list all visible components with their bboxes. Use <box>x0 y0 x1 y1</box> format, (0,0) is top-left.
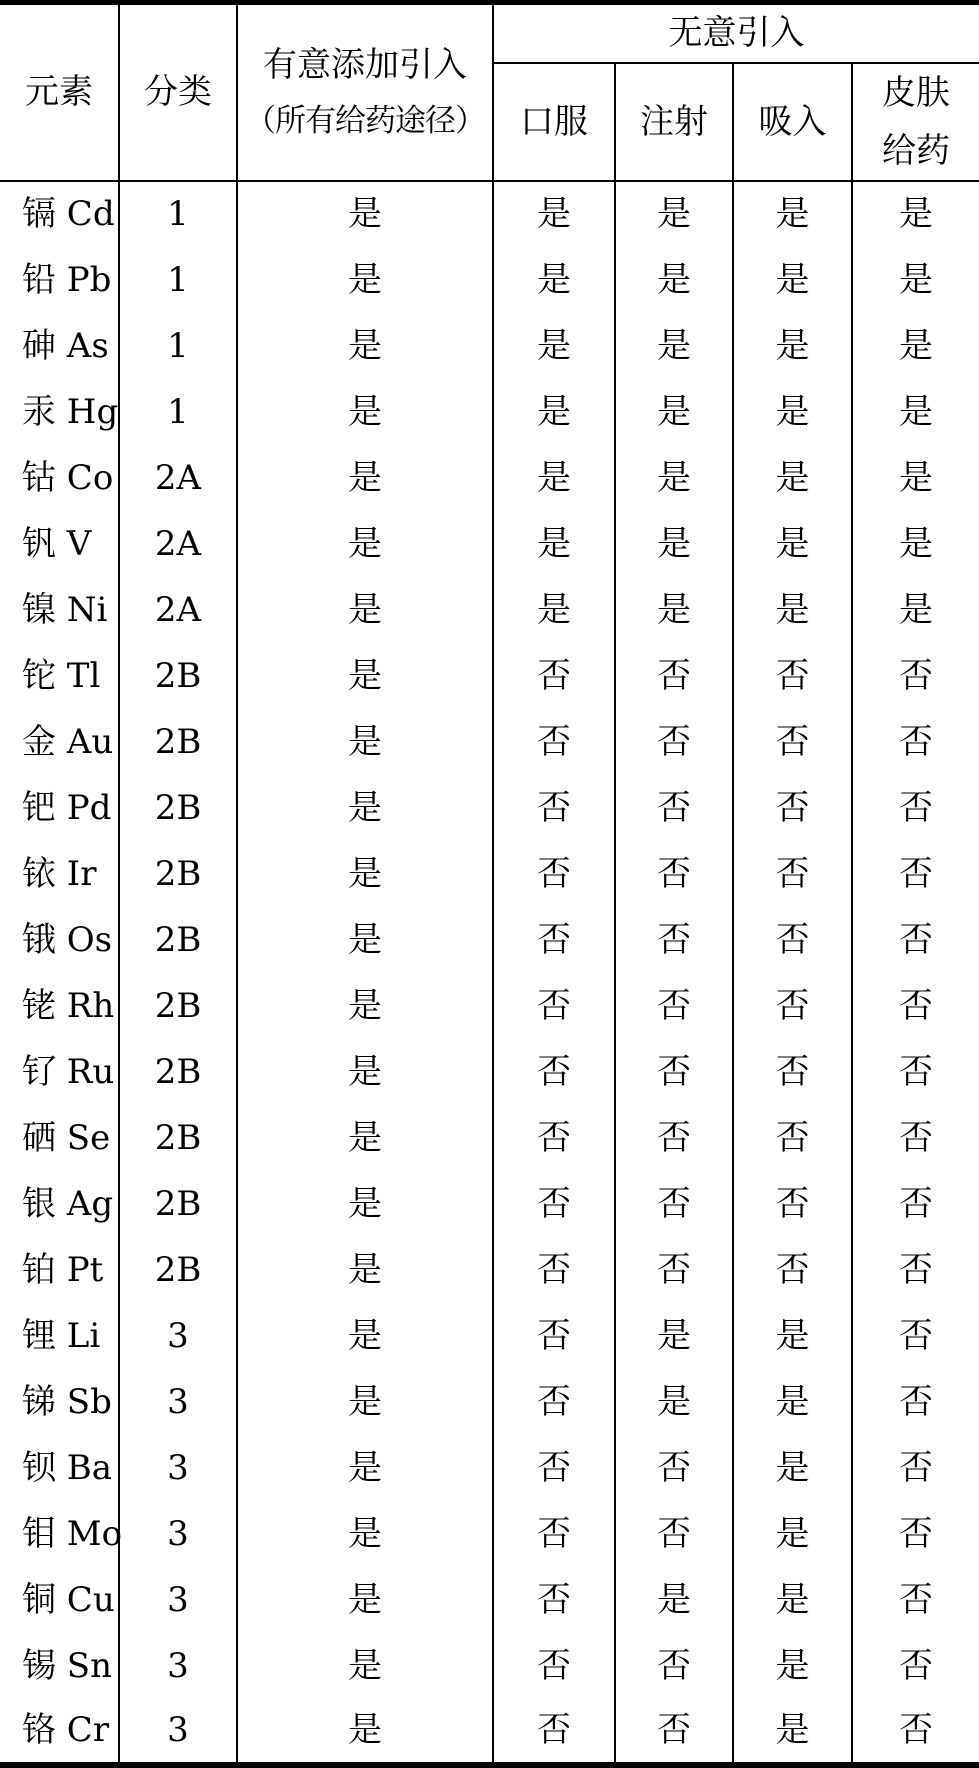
header-intentional-line1: 有意添加引入 <box>263 44 467 85</box>
injection-cell: 否 <box>615 1039 733 1105</box>
header-oral: 口服 <box>493 63 615 181</box>
element-cell: 锇 Os <box>0 907 119 973</box>
element-cell: 锡 Sn <box>0 1633 119 1699</box>
element-cell: 铬 Cr <box>0 1699 119 1765</box>
inhalation-cell: 否 <box>733 907 852 973</box>
oral-cell: 是 <box>493 379 615 445</box>
table-row <box>0 379 979 445</box>
dermal-cell: 否 <box>899 985 933 1026</box>
intentional-cell: 是 <box>237 841 493 907</box>
intentional-cell: 是 <box>237 775 493 841</box>
dermal-cell: 否 <box>899 1117 933 1158</box>
injection-cell: 是 <box>615 313 733 379</box>
element-cell: 钒 V <box>0 511 119 577</box>
inhalation-cell: 否 <box>733 775 852 841</box>
injection-cell: 是 <box>615 511 733 577</box>
intentional-cell: 是 <box>237 1633 493 1699</box>
injection-cell: 是 <box>615 1567 733 1633</box>
header-classification: 分类 <box>119 3 237 181</box>
classification-cell: 1 <box>119 181 237 247</box>
intentional-cell: 是 <box>237 181 493 247</box>
oral-cell: 是 <box>493 445 615 511</box>
inhalation-cell: 是 <box>733 181 852 247</box>
table-row <box>0 445 979 511</box>
classification-cell: 2B <box>119 973 237 1039</box>
intentional-cell: 是 <box>237 1435 493 1501</box>
classification-cell: 1 <box>119 379 237 445</box>
table-row <box>0 511 979 577</box>
dermal-cell: 否 <box>899 1645 933 1686</box>
injection-cell: 是 <box>615 181 733 247</box>
injection-cell: 是 <box>615 1303 733 1369</box>
oral-cell: 否 <box>493 973 615 1039</box>
classification-cell: 3 <box>119 1435 237 1501</box>
injection-cell: 是 <box>615 247 733 313</box>
injection-cell: 否 <box>615 1105 733 1171</box>
dermal-cell: 否 <box>899 1513 933 1554</box>
dermal-cell: 否 <box>899 1381 933 1422</box>
oral-cell: 否 <box>493 1039 615 1105</box>
header-intentional <box>237 3 493 181</box>
dermal-cell: 否 <box>899 1447 933 1488</box>
injection-cell: 否 <box>615 1501 733 1567</box>
oral-cell: 否 <box>493 1369 615 1435</box>
injection-cell: 是 <box>615 445 733 511</box>
intentional-cell: 是 <box>237 313 493 379</box>
oral-cell: 否 <box>493 841 615 907</box>
intentional-cell: 是 <box>237 1567 493 1633</box>
intentional-cell: 是 <box>237 1237 493 1303</box>
inhalation-cell: 是 <box>733 379 852 445</box>
classification-cell: 2B <box>119 1039 237 1105</box>
table-row <box>0 907 979 973</box>
intentional-cell: 是 <box>237 379 493 445</box>
intentional-cell: 是 <box>237 1369 493 1435</box>
intentional-cell: 是 <box>237 1171 493 1237</box>
injection-cell: 否 <box>615 973 733 1039</box>
oral-cell: 否 <box>493 907 615 973</box>
element-cell: 铑 Rh <box>0 973 119 1039</box>
table-row <box>0 775 979 841</box>
table-row <box>0 1567 979 1633</box>
header-unintentional-group: 无意引入 <box>493 3 979 63</box>
classification-cell: 2B <box>119 1105 237 1171</box>
element-cell: 汞 Hg <box>0 379 119 445</box>
injection-cell: 否 <box>615 841 733 907</box>
table-row <box>0 841 979 907</box>
intentional-cell: 是 <box>237 709 493 775</box>
inhalation-cell: 是 <box>733 511 852 577</box>
classification-cell: 3 <box>119 1633 237 1699</box>
inhalation-cell: 是 <box>733 445 852 511</box>
header-inhalation: 吸入 <box>733 63 852 181</box>
table-row <box>0 1435 979 1501</box>
dermal-cell: 是 <box>899 259 933 300</box>
dermal-cell: 否 <box>899 721 933 762</box>
classification-cell: 1 <box>119 247 237 313</box>
dermal-cell: 否 <box>899 787 933 828</box>
classification-cell: 2B <box>119 1171 237 1237</box>
header-dermal <box>852 63 979 181</box>
inhalation-cell: 是 <box>733 577 852 643</box>
element-cell: 钡 Ba <box>0 1435 119 1501</box>
intentional-cell: 是 <box>237 445 493 511</box>
classification-cell: 2B <box>119 841 237 907</box>
classification-cell: 2B <box>119 643 237 709</box>
header-dermal-line2: 给药 <box>882 130 950 171</box>
injection-cell: 否 <box>615 1435 733 1501</box>
oral-cell: 否 <box>493 1105 615 1171</box>
element-cell: 银 Ag <box>0 1171 119 1237</box>
element-cell: 铱 Ir <box>0 841 119 907</box>
intentional-cell: 是 <box>237 247 493 313</box>
table-row <box>0 1105 979 1171</box>
inhalation-cell: 否 <box>733 841 852 907</box>
element-cell: 硒 Se <box>0 1105 119 1171</box>
injection-cell: 否 <box>615 775 733 841</box>
oral-cell: 否 <box>493 1237 615 1303</box>
table-row <box>0 1039 979 1105</box>
table-row <box>0 1369 979 1435</box>
injection-cell: 否 <box>615 1237 733 1303</box>
inhalation-cell: 否 <box>733 1237 852 1303</box>
inhalation-cell: 是 <box>733 1369 852 1435</box>
table-row <box>0 577 979 643</box>
classification-cell: 2B <box>119 709 237 775</box>
element-cell: 钼 Mo <box>0 1501 119 1567</box>
inhalation-cell: 否 <box>733 1105 852 1171</box>
dermal-cell: 是 <box>899 325 933 366</box>
dermal-cell: 是 <box>899 457 933 498</box>
element-cell: 钯 Pd <box>0 775 119 841</box>
inhalation-cell: 是 <box>733 1699 852 1765</box>
table-row <box>0 973 979 1039</box>
intentional-cell: 是 <box>237 973 493 1039</box>
oral-cell: 是 <box>493 181 615 247</box>
inhalation-cell: 是 <box>733 1633 852 1699</box>
inhalation-cell: 否 <box>733 709 852 775</box>
oral-cell: 是 <box>493 577 615 643</box>
table-row <box>0 1699 979 1765</box>
oral-cell: 否 <box>493 1171 615 1237</box>
intentional-cell: 是 <box>237 643 493 709</box>
element-cell: 铊 Tl <box>0 643 119 709</box>
oral-cell: 是 <box>493 511 615 577</box>
header-injection: 注射 <box>615 63 733 181</box>
element-cell: 锂 Li <box>0 1303 119 1369</box>
inhalation-cell: 是 <box>733 313 852 379</box>
dermal-cell: 否 <box>899 655 933 696</box>
intentional-cell: 是 <box>237 577 493 643</box>
dermal-cell: 否 <box>899 1315 933 1356</box>
table-row <box>0 709 979 775</box>
table-row <box>0 247 979 313</box>
intentional-cell: 是 <box>237 1039 493 1105</box>
inhalation-cell: 否 <box>733 643 852 709</box>
injection-cell: 否 <box>615 1171 733 1237</box>
table-row <box>0 643 979 709</box>
injection-cell: 否 <box>615 907 733 973</box>
table-row <box>0 1171 979 1237</box>
dermal-cell: 否 <box>899 919 933 960</box>
inhalation-cell: 否 <box>733 1171 852 1237</box>
oral-cell: 是 <box>493 247 615 313</box>
table-row <box>0 313 979 379</box>
table-body <box>0 181 979 1765</box>
element-cell: 铜 Cu <box>0 1567 119 1633</box>
oral-cell: 否 <box>493 1633 615 1699</box>
dermal-cell: 是 <box>899 194 933 234</box>
table-row <box>0 1303 979 1369</box>
classification-cell: 2B <box>119 775 237 841</box>
intentional-cell: 是 <box>237 1105 493 1171</box>
classification-cell: 2A <box>119 577 237 643</box>
classification-cell: 2A <box>119 511 237 577</box>
inhalation-cell: 否 <box>733 973 852 1039</box>
oral-cell: 否 <box>493 1699 615 1765</box>
element-cell: 锑 Sb <box>0 1369 119 1435</box>
dermal-cell: 否 <box>899 1183 933 1224</box>
classification-cell: 3 <box>119 1567 237 1633</box>
classification-cell: 2B <box>119 1237 237 1303</box>
oral-cell: 否 <box>493 775 615 841</box>
dermal-cell: 否 <box>899 1710 933 1750</box>
dermal-cell: 否 <box>899 853 933 894</box>
oral-cell: 否 <box>493 1303 615 1369</box>
dermal-cell: 是 <box>899 523 933 564</box>
element-cell: 砷 As <box>0 313 119 379</box>
dermal-cell: 否 <box>899 1249 933 1290</box>
element-cell: 铂 Pt <box>0 1237 119 1303</box>
classification-cell: 3 <box>119 1699 237 1765</box>
inhalation-cell: 是 <box>733 1501 852 1567</box>
oral-cell: 否 <box>493 1435 615 1501</box>
inhalation-cell: 否 <box>733 1039 852 1105</box>
injection-cell: 是 <box>615 1369 733 1435</box>
header-intentional-line2: （所有给药途径） <box>245 102 485 139</box>
classification-cell: 1 <box>119 313 237 379</box>
intentional-cell: 是 <box>237 511 493 577</box>
intentional-cell: 是 <box>237 1303 493 1369</box>
element-cell: 镍 Ni <box>0 577 119 643</box>
dermal-cell: 是 <box>899 391 933 432</box>
dermal-cell: 否 <box>899 1051 933 1092</box>
injection-cell: 否 <box>615 1699 733 1765</box>
table-row <box>0 1501 979 1567</box>
inhalation-cell: 是 <box>733 1435 852 1501</box>
oral-cell: 否 <box>493 1567 615 1633</box>
injection-cell: 是 <box>615 577 733 643</box>
element-cell: 铅 Pb <box>0 247 119 313</box>
inhalation-cell: 是 <box>733 1303 852 1369</box>
table-row <box>0 1237 979 1303</box>
classification-cell: 3 <box>119 1369 237 1435</box>
element-cell: 钌 Ru <box>0 1039 119 1105</box>
intentional-cell: 是 <box>237 1501 493 1567</box>
injection-cell: 否 <box>615 709 733 775</box>
inhalation-cell: 是 <box>733 1567 852 1633</box>
classification-cell: 3 <box>119 1303 237 1369</box>
oral-cell: 否 <box>493 1501 615 1567</box>
dermal-cell: 是 <box>899 589 933 630</box>
classification-cell: 2A <box>119 445 237 511</box>
table-row <box>0 181 979 247</box>
injection-cell: 是 <box>615 379 733 445</box>
classification-cell: 3 <box>119 1501 237 1567</box>
element-cell: 镉 Cd <box>0 181 119 247</box>
injection-cell: 否 <box>615 1633 733 1699</box>
header-element: 元素 <box>0 3 119 181</box>
header-dermal-line1: 皮肤 <box>882 72 950 113</box>
dermal-cell: 否 <box>899 1579 933 1620</box>
oral-cell: 否 <box>493 643 615 709</box>
oral-cell: 否 <box>493 709 615 775</box>
element-cell: 金 Au <box>0 709 119 775</box>
table-row <box>0 1633 979 1699</box>
header-row-group <box>0 3 979 63</box>
injection-cell: 否 <box>615 643 733 709</box>
classification-cell: 2B <box>119 907 237 973</box>
element-cell: 钴 Co <box>0 445 119 511</box>
table-header <box>0 3 979 181</box>
intentional-cell: 是 <box>237 1699 493 1765</box>
intentional-cell: 是 <box>237 907 493 973</box>
oral-cell: 是 <box>493 313 615 379</box>
inhalation-cell: 是 <box>733 247 852 313</box>
